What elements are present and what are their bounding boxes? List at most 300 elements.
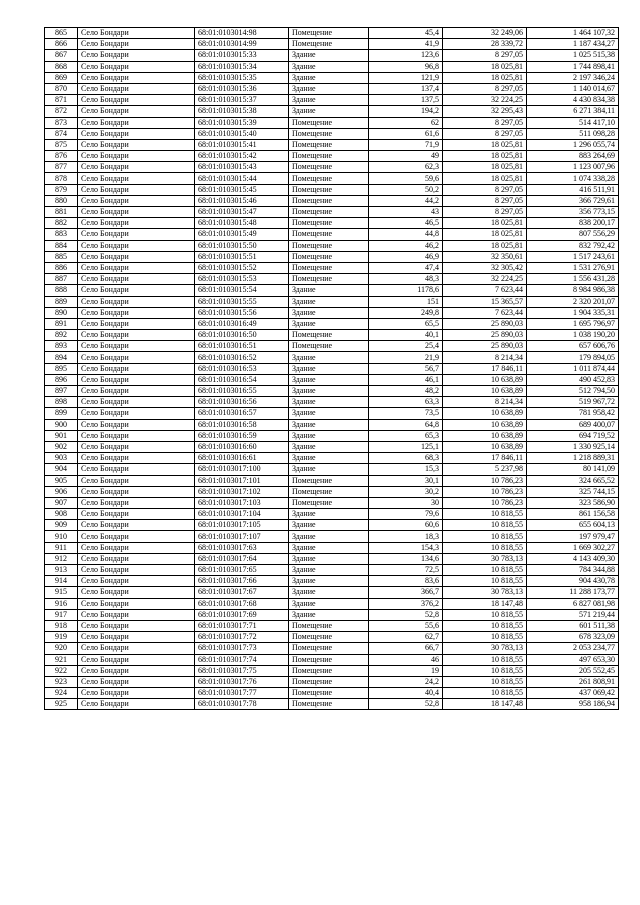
table-row [45, 620, 619, 631]
cadastral-number-cell: 68:01:0103017:104 [195, 509, 289, 520]
area-cell: 83,6 [369, 576, 443, 587]
cadastral-value-cell: 1 038 190,20 [527, 330, 619, 341]
cadastral-number-cell: 68:01:0103015:44 [195, 173, 289, 184]
cadastral-value-cell: 1 123 007,96 [527, 162, 619, 173]
area-cell: 21,9 [369, 352, 443, 363]
area-cell: 154,3 [369, 542, 443, 553]
table-row [45, 274, 619, 285]
unit-value-cell: 18 025,81 [443, 218, 527, 229]
table-row [45, 688, 619, 699]
cadastral-value-cell: 958 186,94 [527, 699, 619, 710]
row-number-cell: 922 [45, 665, 78, 676]
cadastral-value-cell: 1 464 107,32 [527, 28, 619, 39]
row-number-cell: 897 [45, 386, 78, 397]
locality-cell: Село Бондари [78, 363, 195, 374]
row-number-cell: 888 [45, 285, 78, 296]
row-number-cell: 867 [45, 50, 78, 61]
area-cell: 62 [369, 117, 443, 128]
area-cell: 59,6 [369, 173, 443, 184]
table-row [45, 598, 619, 609]
unit-value-cell: 25 890,03 [443, 318, 527, 329]
cadastral-number-cell: 68:01:0103017:73 [195, 643, 289, 654]
object-type-cell: Помещение [289, 117, 369, 128]
unit-value-cell: 32 350,61 [443, 251, 527, 262]
unit-value-cell: 10 818,55 [443, 531, 527, 542]
table-row [45, 307, 619, 318]
row-number-cell: 917 [45, 609, 78, 620]
cadastral-value-cell: 2 197 346,24 [527, 72, 619, 83]
table-row [45, 61, 619, 72]
table-body [45, 28, 619, 710]
unit-value-cell: 10 818,55 [443, 654, 527, 665]
object-type-cell: Здание [289, 598, 369, 609]
area-cell: 249,8 [369, 307, 443, 318]
table-row [45, 609, 619, 620]
area-cell: 62,7 [369, 632, 443, 643]
cadastral-value-cell: 2 320 201,07 [527, 296, 619, 307]
cadastral-value-cell: 1 744 898,41 [527, 61, 619, 72]
table-row [45, 464, 619, 475]
area-cell: 72,5 [369, 565, 443, 576]
locality-cell: Село Бондари [78, 274, 195, 285]
unit-value-cell: 17 846,11 [443, 363, 527, 374]
locality-cell: Село Бондари [78, 419, 195, 430]
unit-value-cell: 7 623,44 [443, 307, 527, 318]
unit-value-cell: 10 818,55 [443, 632, 527, 643]
object-type-cell: Здание [289, 374, 369, 385]
cadastral-value-cell: 781 958,42 [527, 408, 619, 419]
row-number-cell: 925 [45, 699, 78, 710]
table-row [45, 553, 619, 564]
unit-value-cell: 10 638,89 [443, 419, 527, 430]
object-type-cell: Помещение [289, 643, 369, 654]
row-number-cell: 885 [45, 251, 78, 262]
cadastral-number-cell: 68:01:0103017:102 [195, 486, 289, 497]
cadastral-value-cell: 678 323,09 [527, 632, 619, 643]
cadastral-value-cell: 197 979,47 [527, 531, 619, 542]
cadastral-value-cell: 205 552,45 [527, 665, 619, 676]
area-cell: 47,4 [369, 262, 443, 273]
locality-cell: Село Бондари [78, 643, 195, 654]
object-type-cell: Помещение [289, 229, 369, 240]
table-row [45, 542, 619, 553]
row-number-cell: 916 [45, 598, 78, 609]
cadastral-value-cell: 356 773,15 [527, 207, 619, 218]
area-cell: 44,2 [369, 195, 443, 206]
area-cell: 40,1 [369, 330, 443, 341]
locality-cell: Село Бондари [78, 184, 195, 195]
locality-cell: Село Бондари [78, 453, 195, 464]
cadastral-number-cell: 68:01:0103016:60 [195, 441, 289, 452]
area-cell: 52,8 [369, 699, 443, 710]
area-cell: 45,4 [369, 28, 443, 39]
cadastral-value-cell: 1 296 055,74 [527, 139, 619, 150]
locality-cell: Село Бондари [78, 475, 195, 486]
unit-value-cell: 18 025,81 [443, 139, 527, 150]
row-number-cell: 872 [45, 106, 78, 117]
unit-value-cell: 18 025,81 [443, 229, 527, 240]
object-type-cell: Здание [289, 318, 369, 329]
cadastral-value-cell: 490 452,83 [527, 374, 619, 385]
table-row [45, 430, 619, 441]
table-row [45, 39, 619, 50]
cadastral-value-cell: 904 430,78 [527, 576, 619, 587]
unit-value-cell: 10 786,23 [443, 497, 527, 508]
row-number-cell: 905 [45, 475, 78, 486]
unit-value-cell: 30 783,13 [443, 643, 527, 654]
unit-value-cell: 10 818,55 [443, 676, 527, 687]
cadastral-number-cell: 68:01:0103014:99 [195, 39, 289, 50]
cadastral-value-cell: 807 556,29 [527, 229, 619, 240]
cadastral-value-cell: 1 669 302,27 [527, 542, 619, 553]
row-number-cell: 912 [45, 553, 78, 564]
cadastral-number-cell: 68:01:0103015:45 [195, 184, 289, 195]
locality-cell: Село Бондари [78, 285, 195, 296]
object-type-cell: Помещение [289, 195, 369, 206]
area-cell: 64,8 [369, 419, 443, 430]
area-cell: 79,6 [369, 509, 443, 520]
object-type-cell: Помещение [289, 632, 369, 643]
cadastral-number-cell: 68:01:0103016:50 [195, 330, 289, 341]
cadastral-value-cell: 324 665,52 [527, 475, 619, 486]
cadastral-number-cell: 68:01:0103015:54 [195, 285, 289, 296]
area-cell: 46,5 [369, 218, 443, 229]
cadastral-number-cell: 68:01:0103015:34 [195, 61, 289, 72]
cadastral-number-cell: 68:01:0103017:77 [195, 688, 289, 699]
unit-value-cell: 17 846,11 [443, 453, 527, 464]
locality-cell: Село Бондари [78, 195, 195, 206]
cadastral-number-cell: 68:01:0103016:55 [195, 386, 289, 397]
unit-value-cell: 15 365,57 [443, 296, 527, 307]
table-row [45, 285, 619, 296]
cadastral-value-cell: 1 140 014,67 [527, 83, 619, 94]
row-number-cell: 889 [45, 296, 78, 307]
table-row [45, 565, 619, 576]
cadastral-value-cell: 883 264,69 [527, 151, 619, 162]
row-number-cell: 891 [45, 318, 78, 329]
area-cell: 125,1 [369, 441, 443, 452]
table-row [45, 676, 619, 687]
area-cell: 41,9 [369, 39, 443, 50]
row-number-cell: 865 [45, 28, 78, 39]
locality-cell: Село Бондари [78, 620, 195, 631]
cadastral-number-cell: 68:01:0103017:74 [195, 654, 289, 665]
area-cell: 46 [369, 654, 443, 665]
area-cell: 73,5 [369, 408, 443, 419]
row-number-cell: 874 [45, 128, 78, 139]
object-type-cell: Здание [289, 61, 369, 72]
unit-value-cell: 32 249,06 [443, 28, 527, 39]
cadastral-number-cell: 68:01:0103015:35 [195, 72, 289, 83]
object-type-cell: Здание [289, 419, 369, 430]
cadastral-value-cell: 514 417,10 [527, 117, 619, 128]
object-type-cell: Помещение [289, 207, 369, 218]
area-cell: 48,3 [369, 274, 443, 285]
object-type-cell: Здание [289, 553, 369, 564]
row-number-cell: 880 [45, 195, 78, 206]
cadastral-value-cell: 366 729,61 [527, 195, 619, 206]
locality-cell: Село Бондари [78, 542, 195, 553]
table-row [45, 587, 619, 598]
object-type-cell: Здание [289, 363, 369, 374]
object-type-cell: Здание [289, 576, 369, 587]
table-row [45, 262, 619, 273]
locality-cell: Село Бондари [78, 531, 195, 542]
unit-value-cell: 10 818,55 [443, 542, 527, 553]
object-type-cell: Здание [289, 83, 369, 94]
locality-cell: Село Бондари [78, 654, 195, 665]
area-cell: 376,2 [369, 598, 443, 609]
cadastral-value-cell: 1 904 335,31 [527, 307, 619, 318]
cadastral-number-cell: 68:01:0103015:47 [195, 207, 289, 218]
area-cell: 40,4 [369, 688, 443, 699]
locality-cell: Село Бондари [78, 341, 195, 352]
table-row [45, 229, 619, 240]
row-number-cell: 918 [45, 620, 78, 631]
area-cell: 134,6 [369, 553, 443, 564]
row-number-cell: 908 [45, 509, 78, 520]
area-cell: 63,3 [369, 397, 443, 408]
unit-value-cell: 10 638,89 [443, 408, 527, 419]
cadastral-number-cell: 68:01:0103016:56 [195, 397, 289, 408]
table-row [45, 251, 619, 262]
area-cell: 48,2 [369, 386, 443, 397]
unit-value-cell: 5 237,98 [443, 464, 527, 475]
unit-value-cell: 32 224,25 [443, 95, 527, 106]
cadastral-number-cell: 68:01:0103015:50 [195, 240, 289, 251]
row-number-cell: 907 [45, 497, 78, 508]
table-row [45, 162, 619, 173]
cadastral-value-cell: 861 156,58 [527, 509, 619, 520]
object-type-cell: Помещение [289, 654, 369, 665]
unit-value-cell: 10 786,23 [443, 475, 527, 486]
object-type-cell: Здание [289, 72, 369, 83]
object-type-cell: Помещение [289, 218, 369, 229]
row-number-cell: 910 [45, 531, 78, 542]
cadastral-number-cell: 68:01:0103016:52 [195, 352, 289, 363]
cadastral-value-cell: 261 808,91 [527, 676, 619, 687]
row-number-cell: 875 [45, 139, 78, 150]
locality-cell: Село Бондари [78, 83, 195, 94]
locality-cell: Село Бондари [78, 162, 195, 173]
locality-cell: Село Бондари [78, 173, 195, 184]
row-number-cell: 876 [45, 151, 78, 162]
cadastral-value-cell: 437 069,42 [527, 688, 619, 699]
unit-value-cell: 18 147,48 [443, 598, 527, 609]
area-cell: 56,7 [369, 363, 443, 374]
cadastral-value-cell: 416 511,91 [527, 184, 619, 195]
cadastral-number-cell: 68:01:0103017:72 [195, 632, 289, 643]
area-cell: 194,2 [369, 106, 443, 117]
area-cell: 44,8 [369, 229, 443, 240]
table-row [45, 520, 619, 531]
cadastral-value-cell: 1 517 243,61 [527, 251, 619, 262]
cadastral-number-cell: 68:01:0103015:38 [195, 106, 289, 117]
cadastral-number-cell: 68:01:0103017:69 [195, 609, 289, 620]
unit-value-cell: 25 890,03 [443, 330, 527, 341]
cadastral-number-cell: 68:01:0103015:36 [195, 83, 289, 94]
row-number-cell: 881 [45, 207, 78, 218]
cadastral-number-cell: 68:01:0103017:101 [195, 475, 289, 486]
unit-value-cell: 10 638,89 [443, 430, 527, 441]
table-row [45, 408, 619, 419]
unit-value-cell: 10 818,55 [443, 688, 527, 699]
row-number-cell: 921 [45, 654, 78, 665]
cadastral-number-cell: 68:01:0103016:58 [195, 419, 289, 430]
locality-cell: Село Бондари [78, 576, 195, 587]
locality-cell: Село Бондари [78, 632, 195, 643]
unit-value-cell: 32 295,43 [443, 106, 527, 117]
table-row [45, 72, 619, 83]
locality-cell: Село Бондари [78, 307, 195, 318]
object-type-cell: Здание [289, 509, 369, 520]
row-number-cell: 920 [45, 643, 78, 654]
locality-cell: Село Бондари [78, 207, 195, 218]
cadastral-number-cell: 68:01:0103017:107 [195, 531, 289, 542]
locality-cell: Село Бондари [78, 28, 195, 39]
unit-value-cell: 18 025,81 [443, 61, 527, 72]
locality-cell: Село Бондари [78, 61, 195, 72]
locality-cell: Село Бондари [78, 139, 195, 150]
locality-cell: Село Бондари [78, 240, 195, 251]
cadastral-value-cell: 601 511,38 [527, 620, 619, 631]
locality-cell: Село Бондари [78, 117, 195, 128]
cadastral-value-cell: 1 074 338,28 [527, 173, 619, 184]
area-cell: 137,5 [369, 95, 443, 106]
locality-cell: Село Бондари [78, 408, 195, 419]
cadastral-number-cell: 68:01:0103017:105 [195, 520, 289, 531]
cadastral-number-cell: 68:01:0103017:65 [195, 565, 289, 576]
table-row [45, 486, 619, 497]
table-row [45, 83, 619, 94]
unit-value-cell: 30 783,13 [443, 587, 527, 598]
cadastral-value-cell: 1 556 431,28 [527, 274, 619, 285]
locality-cell: Село Бондари [78, 151, 195, 162]
area-cell: 49 [369, 151, 443, 162]
row-number-cell: 893 [45, 341, 78, 352]
table-row [45, 363, 619, 374]
cadastral-number-cell: 68:01:0103015:48 [195, 218, 289, 229]
locality-cell: Село Бондари [78, 688, 195, 699]
object-type-cell: Помещение [289, 184, 369, 195]
object-type-cell: Здание [289, 285, 369, 296]
cadastral-number-cell: 68:01:0103016:59 [195, 430, 289, 441]
row-number-cell: 896 [45, 374, 78, 385]
area-cell: 15,3 [369, 464, 443, 475]
row-number-cell: 878 [45, 173, 78, 184]
locality-cell: Село Бондари [78, 441, 195, 452]
area-cell: 30 [369, 497, 443, 508]
cadastral-value-cell: 179 894,05 [527, 352, 619, 363]
cadastral-value-cell: 1 187 434,27 [527, 39, 619, 50]
locality-cell: Село Бондари [78, 72, 195, 83]
row-number-cell: 903 [45, 453, 78, 464]
row-number-cell: 923 [45, 676, 78, 687]
unit-value-cell: 7 623,44 [443, 285, 527, 296]
table-row [45, 151, 619, 162]
unit-value-cell: 10 638,89 [443, 374, 527, 385]
cadastral-value-cell: 6 827 081,98 [527, 598, 619, 609]
row-number-cell: 887 [45, 274, 78, 285]
cadastral-number-cell: 68:01:0103017:71 [195, 620, 289, 631]
locality-cell: Село Бондари [78, 587, 195, 598]
locality-cell: Село Бондари [78, 676, 195, 687]
table-row [45, 296, 619, 307]
cadastral-number-cell: 68:01:0103017:64 [195, 553, 289, 564]
area-cell: 96,8 [369, 61, 443, 72]
unit-value-cell: 10 638,89 [443, 441, 527, 452]
row-number-cell: 895 [45, 363, 78, 374]
table-row [45, 397, 619, 408]
locality-cell: Село Бондари [78, 229, 195, 240]
table-row [45, 28, 619, 39]
unit-value-cell: 32 305,42 [443, 262, 527, 273]
cadastral-number-cell: 68:01:0103017:100 [195, 464, 289, 475]
table-row [45, 207, 619, 218]
row-number-cell: 914 [45, 576, 78, 587]
table-row [45, 184, 619, 195]
area-cell: 24,2 [369, 676, 443, 687]
cadastral-number-cell: 68:01:0103017:103 [195, 497, 289, 508]
row-number-cell: 894 [45, 352, 78, 363]
object-type-cell: Помещение [289, 162, 369, 173]
cadastral-number-cell: 68:01:0103015:33 [195, 50, 289, 61]
cadastral-number-cell: 68:01:0103014:98 [195, 28, 289, 39]
area-cell: 46,9 [369, 251, 443, 262]
unit-value-cell: 10 818,55 [443, 609, 527, 620]
table-row [45, 106, 619, 117]
cadastral-number-cell: 68:01:0103017:78 [195, 699, 289, 710]
locality-cell: Село Бондари [78, 565, 195, 576]
cadastral-number-cell: 68:01:0103016:53 [195, 363, 289, 374]
unit-value-cell: 18 025,81 [443, 173, 527, 184]
unit-value-cell: 10 818,55 [443, 565, 527, 576]
table-row [45, 374, 619, 385]
row-number-cell: 919 [45, 632, 78, 643]
row-number-cell: 873 [45, 117, 78, 128]
cadastral-number-cell: 68:01:0103015:41 [195, 139, 289, 150]
object-type-cell: Здание [289, 352, 369, 363]
unit-value-cell: 18 147,48 [443, 699, 527, 710]
cadastral-value-cell: 1 531 276,91 [527, 262, 619, 273]
table-row [45, 665, 619, 676]
object-type-cell: Помещение [289, 497, 369, 508]
object-type-cell: Здание [289, 408, 369, 419]
locality-cell: Село Бондари [78, 497, 195, 508]
object-type-cell: Помещение [289, 28, 369, 39]
locality-cell: Село Бондари [78, 430, 195, 441]
object-type-cell: Помещение [289, 139, 369, 150]
area-cell: 25,4 [369, 341, 443, 352]
unit-value-cell: 8 297,05 [443, 128, 527, 139]
locality-cell: Село Бондари [78, 553, 195, 564]
object-type-cell: Помещение [289, 330, 369, 341]
area-cell: 55,6 [369, 620, 443, 631]
unit-value-cell: 10 818,55 [443, 509, 527, 520]
row-number-cell: 870 [45, 83, 78, 94]
unit-value-cell: 10 818,55 [443, 620, 527, 631]
row-number-cell: 909 [45, 520, 78, 531]
unit-value-cell: 8 214,34 [443, 397, 527, 408]
table-row [45, 318, 619, 329]
area-cell: 366,7 [369, 587, 443, 598]
table-row [45, 441, 619, 452]
row-number-cell: 884 [45, 240, 78, 251]
cadastral-number-cell: 68:01:0103017:75 [195, 665, 289, 676]
locality-cell: Село Бондари [78, 397, 195, 408]
table-row [45, 352, 619, 363]
table-row [45, 576, 619, 587]
